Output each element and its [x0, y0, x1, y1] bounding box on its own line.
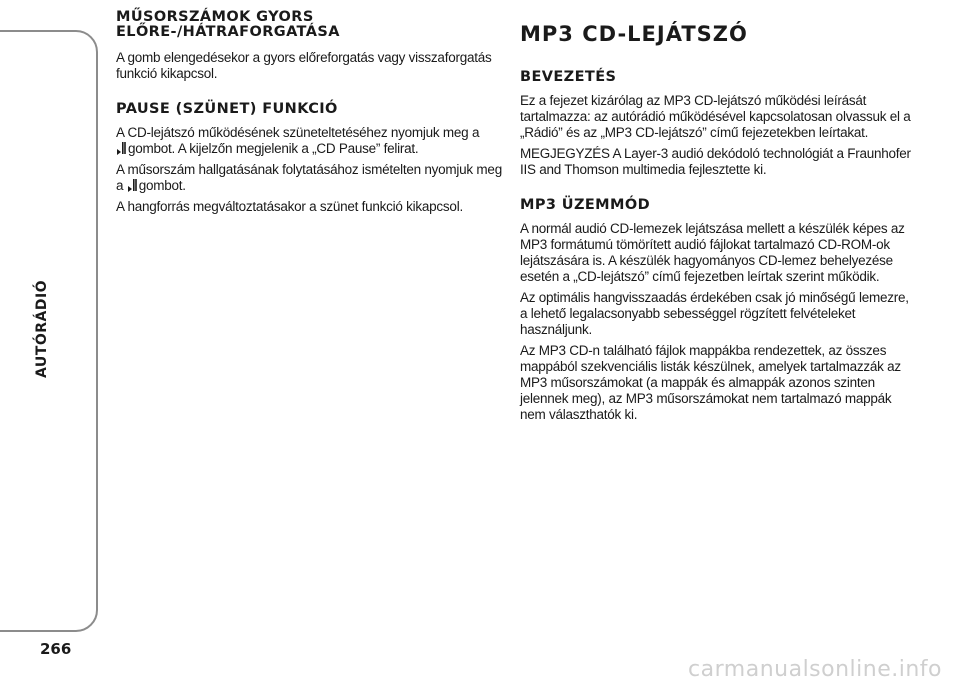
- heading-mp3-mode: MP3 ÜZEMMÓD: [520, 197, 651, 213]
- heading-introduction: BEVEZETÉS: [520, 69, 617, 85]
- paragraph-intro-2: MEGJEGYZÉS A Layer-3 audió dekódoló technológiát a Fraunhofer IIS and Thomson multimedia fejlesztette ki.: [520, 146, 911, 177]
- spacer: [116, 87, 506, 101]
- paragraph-mp3-3: Az MP3 CD-n található fájlok mappákba rendezettek, az összes mappából szekvenciális listák készülnek, amelyek tartalmazzák az MP3 műsorszámokat (a mappák és almappák azonos szinten jelennek meg), az MP3 műsorszámokat nem tartalmazó mappák nem választhatók ki.: [520, 343, 901, 422]
- page-number: 266: [40, 640, 72, 658]
- play-pause-icon: [127, 178, 137, 192]
- sidebar-label: AUTÓRÁDIÓ: [34, 279, 50, 378]
- paragraph-pause-1-text-a: A CD-lejátszó működésének szüneteltetéséhez nyomjuk meg a: [116, 125, 480, 140]
- paragraph-mp3-2: Az optimális hangvisszaadás érdekében csak jó minőségű lemezre, a lehető legalacsonyabb sebességgel rögzített felvételeket használjunk.: [520, 290, 909, 337]
- paragraph-pause-2: [116, 162, 506, 194]
- play-pause-icon: [116, 141, 126, 155]
- spacer: [520, 55, 915, 69]
- heading-fast-forward-line1: MŰSORSZÁMOK GYORS: [116, 9, 314, 25]
- paragraph-intro-1: Ez a fejezet kizárólag az MP3 CD-lejátszó működési leírását tartalmazza: az autórádió működésével kapcsolatosan olvassuk el a „Rádió” és az „MP3 CD-lejátszó” című fejezetekben leírtakat.: [520, 93, 911, 140]
- spacer: [520, 183, 915, 197]
- paragraph-pause-2-text-a: A műsorszám hallgatásának folytatásához ismételten nyomjuk meg a: [116, 162, 502, 193]
- page-title: MP3 CD-LEJÁTSZÓ: [520, 22, 748, 46]
- watermark: carmanualsonline.info: [688, 657, 942, 682]
- right-column: [520, 10, 915, 428]
- left-column: [116, 10, 506, 220]
- paragraph-mp3-1: A normál audió CD-lemezek lejátszása mellett a készülék képes az MP3 formátumú tömörített audió fájlokat tartalmazó CD-ROM-ok lejátszására is. A készülék hagyományos CD-lemez behelyezése esetén a „CD-lejátszó” című fejezetben leírtak szerint működik.: [520, 221, 905, 284]
- paragraph-pause-1-text-b: gombot. A kijelzőn megjelenik a „CD Pause” felirat.: [128, 141, 419, 156]
- heading-fast-forward-line2: ELŐRE-/HÁTRAFORGATÁSA: [116, 24, 340, 40]
- paragraph-pause-3: A hangforrás megváltoztatásakor a szünet funkció kikapcsol.: [116, 199, 463, 214]
- paragraph-fast-forward: A gomb elengedésekor a gyors előreforgatás vagy visszaforgatás funkció kikapcsol.: [116, 50, 492, 81]
- paragraph-pause-1: [116, 125, 506, 157]
- heading-pause: PAUSE (SZÜNET) FUNKCIÓ: [116, 101, 338, 117]
- paragraph-pause-2-text-b: gombot.: [138, 178, 186, 193]
